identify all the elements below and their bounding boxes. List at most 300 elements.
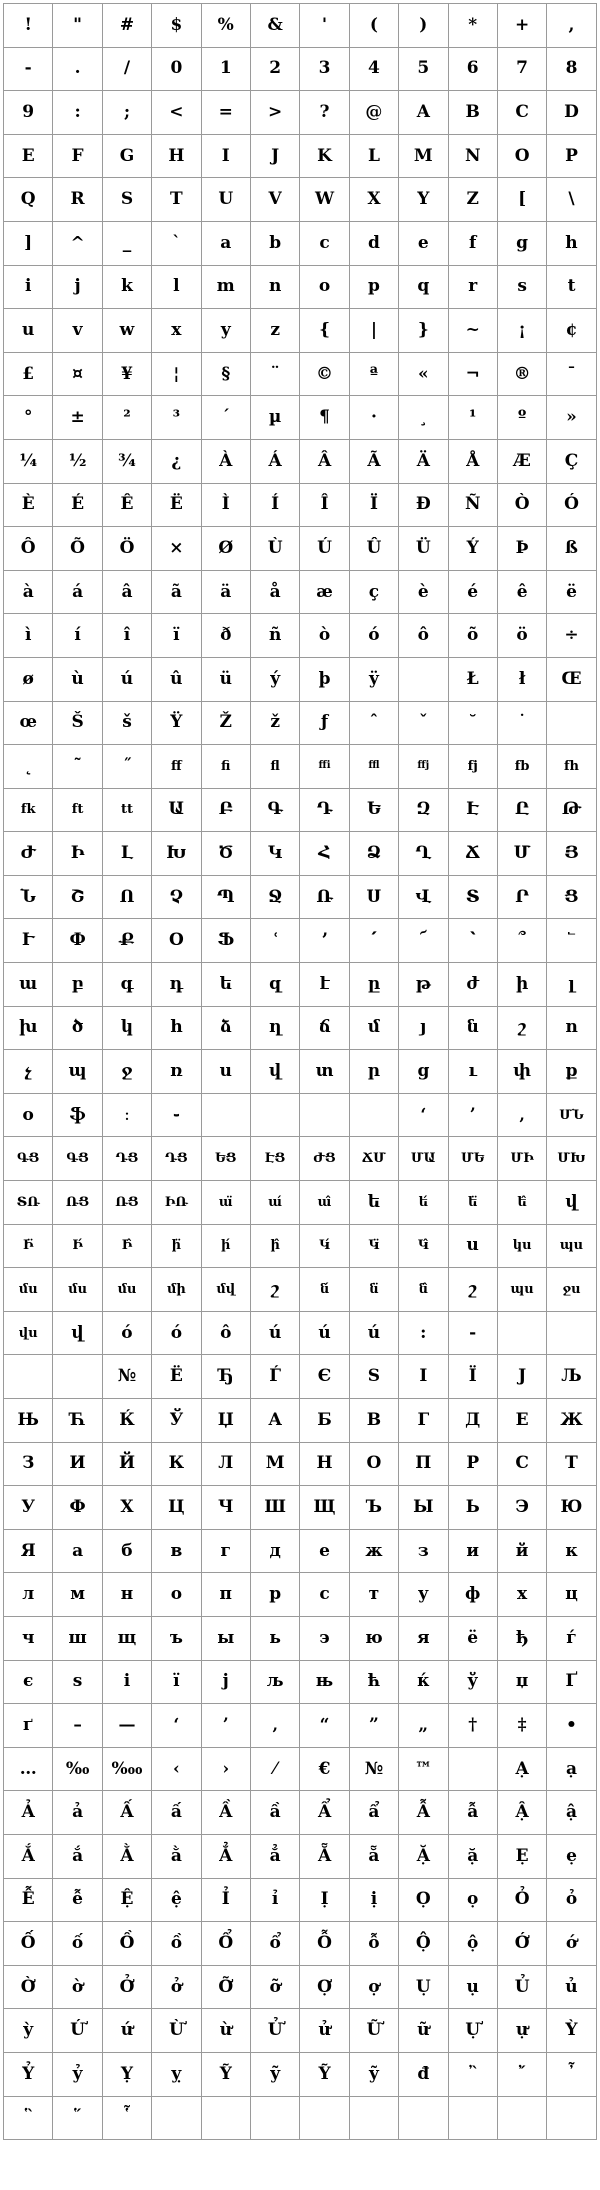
glyph-cell: Ố bbox=[4, 1922, 53, 1966]
glyph-cell: Վ bbox=[399, 876, 448, 920]
glyph-cell: ủ bbox=[547, 1966, 596, 2010]
glyph-cell: 9 bbox=[4, 91, 53, 135]
glyph-cell: Ỵ bbox=[103, 2053, 152, 2097]
glyph-cell: ь bbox=[251, 1617, 300, 1661]
glyph-cell: Ի̈ bbox=[4, 1225, 53, 1269]
glyph-cell: ¸ bbox=[399, 396, 448, 440]
glyph-cell: ½ bbox=[53, 440, 102, 484]
glyph-cell: ծ bbox=[53, 1007, 102, 1051]
glyph-cell: R bbox=[53, 178, 102, 222]
glyph-cell: У bbox=[4, 1486, 53, 1530]
glyph-cell: ò bbox=[300, 614, 349, 658]
glyph-cell: ՙ bbox=[251, 919, 300, 963]
glyph-cell: վ bbox=[53, 1312, 102, 1356]
glyph-cell: g bbox=[498, 222, 547, 266]
glyph-cell bbox=[547, 1312, 596, 1356]
glyph-cell: Ợ bbox=[300, 1966, 349, 2010]
glyph-cell: і bbox=[103, 1661, 152, 1705]
glyph-cell: Г bbox=[399, 1399, 448, 1443]
glyph-cell: ú bbox=[103, 658, 152, 702]
glyph-cell: Ụ bbox=[399, 1966, 448, 2010]
glyph-cell: fh bbox=[547, 745, 596, 789]
glyph-cell: ѕ bbox=[53, 1661, 102, 1705]
glyph-cell: _ bbox=[103, 222, 152, 266]
glyph-cell: Ỏ bbox=[498, 1879, 547, 1923]
glyph-cell: ї bbox=[152, 1661, 201, 1705]
glyph-cell: о bbox=[152, 1573, 201, 1617]
glyph-cell: É bbox=[53, 484, 102, 528]
glyph-cell: ỹ bbox=[251, 2053, 300, 2097]
glyph-cell: š bbox=[103, 702, 152, 746]
glyph-cell: * bbox=[449, 4, 498, 48]
glyph-cell: ж bbox=[350, 1530, 399, 1574]
glyph-cell: ô bbox=[399, 614, 448, 658]
glyph-cell: Ь bbox=[449, 1486, 498, 1530]
glyph-cell: ՚ bbox=[300, 919, 349, 963]
glyph-cell: ¹ bbox=[449, 396, 498, 440]
glyph-cell: ỷ bbox=[53, 2053, 102, 2097]
glyph-cell: Э bbox=[498, 1486, 547, 1530]
glyph-cell: к bbox=[547, 1530, 596, 1574]
glyph-cell: ị bbox=[350, 1879, 399, 1923]
glyph-cell: · bbox=[350, 396, 399, 440]
glyph-cell: Զ bbox=[399, 789, 448, 833]
glyph-cell: ՃՄ bbox=[350, 1137, 399, 1181]
glyph-cell: ՛ bbox=[350, 919, 399, 963]
glyph-cell: ˛ bbox=[4, 745, 53, 789]
glyph-cell: w bbox=[103, 309, 152, 353]
glyph-cell: ] bbox=[4, 222, 53, 266]
glyph-cell: ± bbox=[53, 396, 102, 440]
glyph-cell: ử bbox=[300, 2009, 349, 2053]
glyph-cell: Ậ bbox=[498, 1791, 547, 1835]
glyph-cell: Ł bbox=[449, 658, 498, 702]
glyph-cell: ֊ bbox=[152, 1094, 201, 1138]
glyph-cell: Ќ bbox=[103, 1399, 152, 1443]
glyph-cell: ” bbox=[350, 1704, 399, 1748]
glyph-cell: S bbox=[103, 178, 152, 222]
glyph-cell: պս bbox=[547, 1225, 596, 1269]
glyph-cell: մի bbox=[152, 1268, 201, 1312]
glyph-cell: ờ bbox=[53, 1966, 102, 2010]
glyph-cell: վ bbox=[547, 1181, 596, 1225]
glyph-cell: Љ bbox=[547, 1355, 596, 1399]
glyph-cell: Օ bbox=[152, 919, 201, 963]
glyph-cell: ¤ bbox=[53, 353, 102, 397]
glyph-cell: ԴՑ bbox=[103, 1137, 152, 1181]
glyph-cell: ¥ bbox=[103, 353, 152, 397]
glyph-cell: ç bbox=[350, 571, 399, 615]
glyph-cell: Ừ bbox=[152, 2009, 201, 2053]
glyph-cell: ặ bbox=[449, 1835, 498, 1879]
glyph-cell: ffj bbox=[399, 745, 448, 789]
glyph-cell: - bbox=[449, 1312, 498, 1356]
glyph-cell: ì bbox=[4, 614, 53, 658]
glyph-cell: Л bbox=[202, 1443, 251, 1487]
glyph-cell: ồ bbox=[152, 1922, 201, 1966]
glyph-cell: ¢ bbox=[547, 309, 596, 353]
glyph-cell: Ÿ bbox=[152, 702, 201, 746]
glyph-cell: Æ bbox=[498, 440, 547, 484]
glyph-cell: Ѓ bbox=[251, 1355, 300, 1399]
glyph-cell: ˜ bbox=[53, 745, 102, 789]
glyph-cell: fk bbox=[4, 789, 53, 833]
glyph-cell: Ï bbox=[350, 484, 399, 528]
glyph-cell: ¬ bbox=[449, 353, 498, 397]
glyph-cell: ñ bbox=[251, 614, 300, 658]
glyph-cell: լ bbox=[547, 963, 596, 1007]
glyph-cell: Թ bbox=[547, 789, 596, 833]
glyph-cell: å bbox=[251, 571, 300, 615]
glyph-cell: ք bbox=[547, 1050, 596, 1094]
glyph-cell: շ bbox=[449, 1268, 498, 1312]
glyph-cell: ³ bbox=[152, 396, 201, 440]
glyph-cell: ՟ bbox=[547, 919, 596, 963]
glyph-cell: Й bbox=[103, 1443, 152, 1487]
glyph-cell: Î bbox=[300, 484, 349, 528]
glyph-cell: p bbox=[350, 266, 399, 310]
glyph-cell: ե́ bbox=[399, 1181, 448, 1225]
glyph-cell: Ы bbox=[399, 1486, 448, 1530]
glyph-cell: ‹ bbox=[152, 1748, 201, 1792]
glyph-cell: е bbox=[300, 1530, 349, 1574]
glyph-cell: І bbox=[399, 1355, 448, 1399]
glyph-cell: ® bbox=[498, 353, 547, 397]
glyph-cell: á bbox=[53, 571, 102, 615]
glyph-cell: ž bbox=[251, 702, 300, 746]
glyph-cell: Ó bbox=[547, 484, 596, 528]
glyph-cell: fj bbox=[449, 745, 498, 789]
glyph-cell: ¿ bbox=[152, 440, 201, 484]
glyph-cell: Ջ bbox=[251, 876, 300, 920]
glyph-cell bbox=[300, 2097, 349, 2141]
glyph-cell: ե̂ bbox=[498, 1181, 547, 1225]
glyph-cell: K bbox=[300, 135, 349, 179]
glyph-cell: ч bbox=[4, 1617, 53, 1661]
glyph-cell: " bbox=[53, 4, 102, 48]
glyph-cell: ‚ bbox=[498, 1094, 547, 1138]
glyph-cell: ợ bbox=[350, 1966, 399, 2010]
glyph-cell: è bbox=[399, 571, 448, 615]
glyph-cell: ) bbox=[399, 4, 448, 48]
glyph-cell: ỵ bbox=[152, 2053, 201, 2097]
glyph-cell: ó bbox=[350, 614, 399, 658]
glyph-cell: ῟ bbox=[103, 2097, 152, 2141]
glyph-cell: O bbox=[498, 135, 547, 179]
glyph-cell: ֆ bbox=[53, 1094, 102, 1138]
glyph-cell: Е bbox=[498, 1399, 547, 1443]
glyph-cell: ՄԽ bbox=[547, 1137, 596, 1181]
glyph-cell: fb bbox=[498, 745, 547, 789]
glyph-cell: Կ̂ bbox=[399, 1225, 448, 1269]
glyph-cell: Ở bbox=[103, 1966, 152, 2010]
glyph-cell: я bbox=[399, 1617, 448, 1661]
glyph-cell: դ bbox=[152, 963, 201, 1007]
glyph-cell: n bbox=[251, 266, 300, 310]
glyph-cell: ш bbox=[53, 1617, 102, 1661]
glyph-cell: ՄԻ bbox=[498, 1137, 547, 1181]
glyph-cell: Ỷ bbox=[4, 2053, 53, 2097]
glyph-cell: o bbox=[300, 266, 349, 310]
glyph-cell: Ђ bbox=[202, 1355, 251, 1399]
glyph-cell: ố bbox=[53, 1922, 102, 1966]
glyph-cell: Ằ bbox=[103, 1835, 152, 1879]
glyph-cell: Ў bbox=[152, 1399, 201, 1443]
glyph-cell: Š bbox=[53, 702, 102, 746]
glyph-cell: V bbox=[251, 178, 300, 222]
glyph-cell: ´ bbox=[202, 396, 251, 440]
glyph-cell: × bbox=[152, 527, 201, 571]
glyph-cell: ý bbox=[251, 658, 300, 702]
glyph-cell: З bbox=[4, 1443, 53, 1487]
glyph-cell: ’ bbox=[202, 1704, 251, 1748]
glyph-cell: j bbox=[53, 266, 102, 310]
glyph-cell: = bbox=[202, 91, 251, 135]
glyph-cell: Ò bbox=[498, 484, 547, 528]
glyph-grid bbox=[3, 3, 597, 2140]
glyph-cell: ^ bbox=[53, 222, 102, 266]
glyph-cell: Ì bbox=[202, 484, 251, 528]
glyph-cell: Ủ bbox=[498, 1966, 547, 2010]
glyph-cell: Ք bbox=[103, 919, 152, 963]
glyph-cell: T bbox=[152, 178, 201, 222]
glyph-cell: Կ̈ bbox=[350, 1225, 399, 1269]
glyph-cell: º bbox=[498, 396, 547, 440]
glyph-cell: ` bbox=[152, 222, 201, 266]
glyph-cell: ụ bbox=[449, 1966, 498, 2010]
glyph-cell: Գ bbox=[251, 789, 300, 833]
glyph-cell: ‰ bbox=[53, 1748, 102, 1792]
glyph-cell: ե bbox=[202, 963, 251, 1007]
glyph-cell: ỳ bbox=[4, 2009, 53, 2053]
glyph-cell: y bbox=[202, 309, 251, 353]
glyph-cell: ¡ bbox=[498, 309, 547, 353]
glyph-cell: Џ bbox=[202, 1399, 251, 1443]
glyph-cell: € bbox=[300, 1748, 349, 1792]
glyph-cell: M bbox=[399, 135, 448, 179]
glyph-cell: m bbox=[202, 266, 251, 310]
glyph-cell: ђ bbox=[498, 1617, 547, 1661]
glyph-cell: Ժ bbox=[4, 832, 53, 876]
glyph-cell: հ bbox=[152, 1007, 201, 1051]
glyph-cell: ë bbox=[547, 571, 596, 615]
glyph-cell: г bbox=[202, 1530, 251, 1574]
glyph-cell: ՞ bbox=[498, 919, 547, 963]
glyph-cell: ộ bbox=[449, 1922, 498, 1966]
glyph-cell: Մ bbox=[498, 832, 547, 876]
glyph-cell: Ծ bbox=[202, 832, 251, 876]
glyph-cell: “ bbox=[300, 1704, 349, 1748]
glyph-cell: X bbox=[350, 178, 399, 222]
glyph-cell: щ bbox=[103, 1617, 152, 1661]
glyph-cell: Շ bbox=[53, 876, 102, 920]
glyph-cell: ả bbox=[53, 1791, 102, 1835]
glyph-cell: e bbox=[399, 222, 448, 266]
glyph-cell: \ bbox=[547, 178, 596, 222]
glyph-cell bbox=[350, 2097, 399, 2141]
glyph-cell: L bbox=[350, 135, 399, 179]
glyph-cell: z bbox=[251, 309, 300, 353]
glyph-cell: Ց bbox=[547, 876, 596, 920]
glyph-cell: ի́ bbox=[202, 1225, 251, 1269]
glyph-cell: п bbox=[202, 1573, 251, 1617]
glyph-cell: k bbox=[103, 266, 152, 310]
glyph-cell: 0 bbox=[152, 48, 201, 92]
glyph-cell: u bbox=[4, 309, 53, 353]
glyph-cell: Ж bbox=[547, 1399, 596, 1443]
glyph-cell: Ã bbox=[350, 440, 399, 484]
glyph-cell: պ bbox=[53, 1050, 102, 1094]
glyph-cell: 8 bbox=[547, 48, 596, 92]
glyph-cell: Ю bbox=[547, 1486, 596, 1530]
glyph-cell: ấ bbox=[152, 1791, 201, 1835]
glyph-cell: Ỉ bbox=[202, 1879, 251, 1923]
glyph-cell: Á bbox=[251, 440, 300, 484]
glyph-cell: ¨ bbox=[251, 353, 300, 397]
glyph-cell: ՝ bbox=[449, 919, 498, 963]
glyph-cell: ճ bbox=[300, 1007, 349, 1051]
glyph-cell: Ö bbox=[103, 527, 152, 571]
glyph-cell: Ỡ bbox=[202, 1966, 251, 2010]
glyph-cell: Ւ bbox=[4, 919, 53, 963]
glyph-cell: Њ bbox=[4, 1399, 53, 1443]
glyph-cell: tt bbox=[103, 789, 152, 833]
glyph-cell: Բ bbox=[202, 789, 251, 833]
glyph-cell: í bbox=[53, 614, 102, 658]
glyph-cell: ՌՑ bbox=[53, 1181, 102, 1225]
glyph-cell: ‚ bbox=[251, 1704, 300, 1748]
glyph-cell: չ bbox=[4, 1050, 53, 1094]
glyph-cell: Ẹ bbox=[498, 1835, 547, 1879]
glyph-cell: l bbox=[152, 266, 201, 310]
glyph-cell: в bbox=[152, 1530, 201, 1574]
glyph-cell: Ћ bbox=[53, 1399, 102, 1443]
glyph-cell: ւ bbox=[449, 1050, 498, 1094]
glyph-cell: ե bbox=[350, 1181, 399, 1225]
glyph-cell: ? bbox=[300, 91, 349, 135]
glyph-cell: ẹ bbox=[547, 1835, 596, 1879]
glyph-cell bbox=[350, 1094, 399, 1138]
glyph-cell: ( bbox=[350, 4, 399, 48]
glyph-cell: ն̈ bbox=[350, 1268, 399, 1312]
glyph-cell: ö bbox=[498, 614, 547, 658]
glyph-cell: W bbox=[300, 178, 349, 222]
glyph-cell: ¼ bbox=[4, 440, 53, 484]
glyph-cell: д bbox=[251, 1530, 300, 1574]
glyph-cell: Լ bbox=[103, 832, 152, 876]
glyph-cell: Ñ bbox=[449, 484, 498, 528]
glyph-cell: Ճ bbox=[449, 832, 498, 876]
glyph-cell: Ễ bbox=[4, 1879, 53, 1923]
glyph-cell: Ị bbox=[300, 1879, 349, 1923]
glyph-cell: ó bbox=[152, 1312, 201, 1356]
glyph-cell: ԵՑ bbox=[202, 1137, 251, 1181]
glyph-cell: ớ bbox=[547, 1922, 596, 1966]
glyph-cell: ˘ bbox=[449, 702, 498, 746]
glyph-cell: р bbox=[251, 1573, 300, 1617]
glyph-cell: ա́ bbox=[251, 1181, 300, 1225]
glyph-cell: ի bbox=[498, 963, 547, 1007]
glyph-cell: ՏՌ bbox=[4, 1181, 53, 1225]
glyph-cell: ỉ bbox=[251, 1879, 300, 1923]
glyph-cell: Ի bbox=[53, 832, 102, 876]
glyph-cell: A bbox=[399, 91, 448, 135]
glyph-cell: i bbox=[4, 266, 53, 310]
glyph-cell: ո bbox=[547, 1007, 596, 1051]
glyph-cell: 6 bbox=[449, 48, 498, 92]
glyph-cell: Չ bbox=[152, 876, 201, 920]
glyph-cell: G bbox=[103, 135, 152, 179]
glyph-cell: ՄՆ bbox=[547, 1094, 596, 1138]
glyph-cell: a bbox=[202, 222, 251, 266]
glyph-cell: > bbox=[251, 91, 300, 135]
glyph-cell: « bbox=[399, 353, 448, 397]
glyph-cell: է bbox=[300, 963, 349, 1007]
glyph-cell: л bbox=[4, 1573, 53, 1617]
glyph-cell: Ù bbox=[251, 527, 300, 571]
glyph-cell: ô bbox=[202, 1312, 251, 1356]
glyph-cell: ա̈ bbox=[202, 1181, 251, 1225]
glyph-cell: Ầ bbox=[202, 1791, 251, 1835]
glyph-cell: № bbox=[350, 1748, 399, 1792]
glyph-cell: ẵ bbox=[350, 1835, 399, 1879]
glyph-cell: ѓ bbox=[547, 1617, 596, 1661]
glyph-cell bbox=[300, 1094, 349, 1138]
glyph-cell: Ệ bbox=[103, 1879, 152, 1923]
glyph-cell: ft bbox=[53, 789, 102, 833]
glyph-cell: տ bbox=[300, 1050, 349, 1094]
glyph-cell: ё bbox=[449, 1617, 498, 1661]
glyph-cell: վ bbox=[251, 1050, 300, 1094]
glyph-cell: զ bbox=[251, 963, 300, 1007]
glyph-cell: Ỗ bbox=[300, 1922, 349, 1966]
glyph-cell: Ä bbox=[399, 440, 448, 484]
glyph-cell: P bbox=[547, 135, 596, 179]
glyph-cell: 1 bbox=[202, 48, 251, 92]
glyph-cell: h bbox=[547, 222, 596, 266]
glyph-cell: µ bbox=[251, 396, 300, 440]
glyph-cell: û bbox=[152, 658, 201, 702]
glyph-cell: Н bbox=[300, 1443, 349, 1487]
glyph-cell: J bbox=[251, 135, 300, 179]
glyph-cell: Դ bbox=[300, 789, 349, 833]
glyph-cell: Í bbox=[251, 484, 300, 528]
glyph-cell: Õ bbox=[53, 527, 102, 571]
glyph-cell: ˙ bbox=[498, 702, 547, 746]
glyph-cell: æ bbox=[300, 571, 349, 615]
glyph-cell: Ọ bbox=[399, 1879, 448, 1923]
glyph-cell: } bbox=[399, 309, 448, 353]
glyph-cell: ä bbox=[202, 571, 251, 615]
glyph-cell: ạ bbox=[547, 1748, 596, 1792]
glyph-cell: fi bbox=[202, 745, 251, 789]
glyph-cell: | bbox=[350, 309, 399, 353]
glyph-cell: ի̈ bbox=[152, 1225, 201, 1269]
glyph-cell: Կ bbox=[251, 832, 300, 876]
glyph-cell: ր bbox=[350, 1050, 399, 1094]
glyph-cell: © bbox=[300, 353, 349, 397]
glyph-cell: ê bbox=[498, 571, 547, 615]
glyph-cell: # bbox=[103, 4, 152, 48]
glyph-cell: ¶ bbox=[300, 396, 349, 440]
glyph-cell: Z bbox=[449, 178, 498, 222]
glyph-cell: П bbox=[399, 1443, 448, 1487]
glyph-cell bbox=[202, 2097, 251, 2141]
glyph-cell: ќ bbox=[399, 1661, 448, 1705]
glyph-cell: ¦ bbox=[152, 353, 201, 397]
glyph-cell: Ø bbox=[202, 527, 251, 571]
glyph-cell: Å bbox=[449, 440, 498, 484]
